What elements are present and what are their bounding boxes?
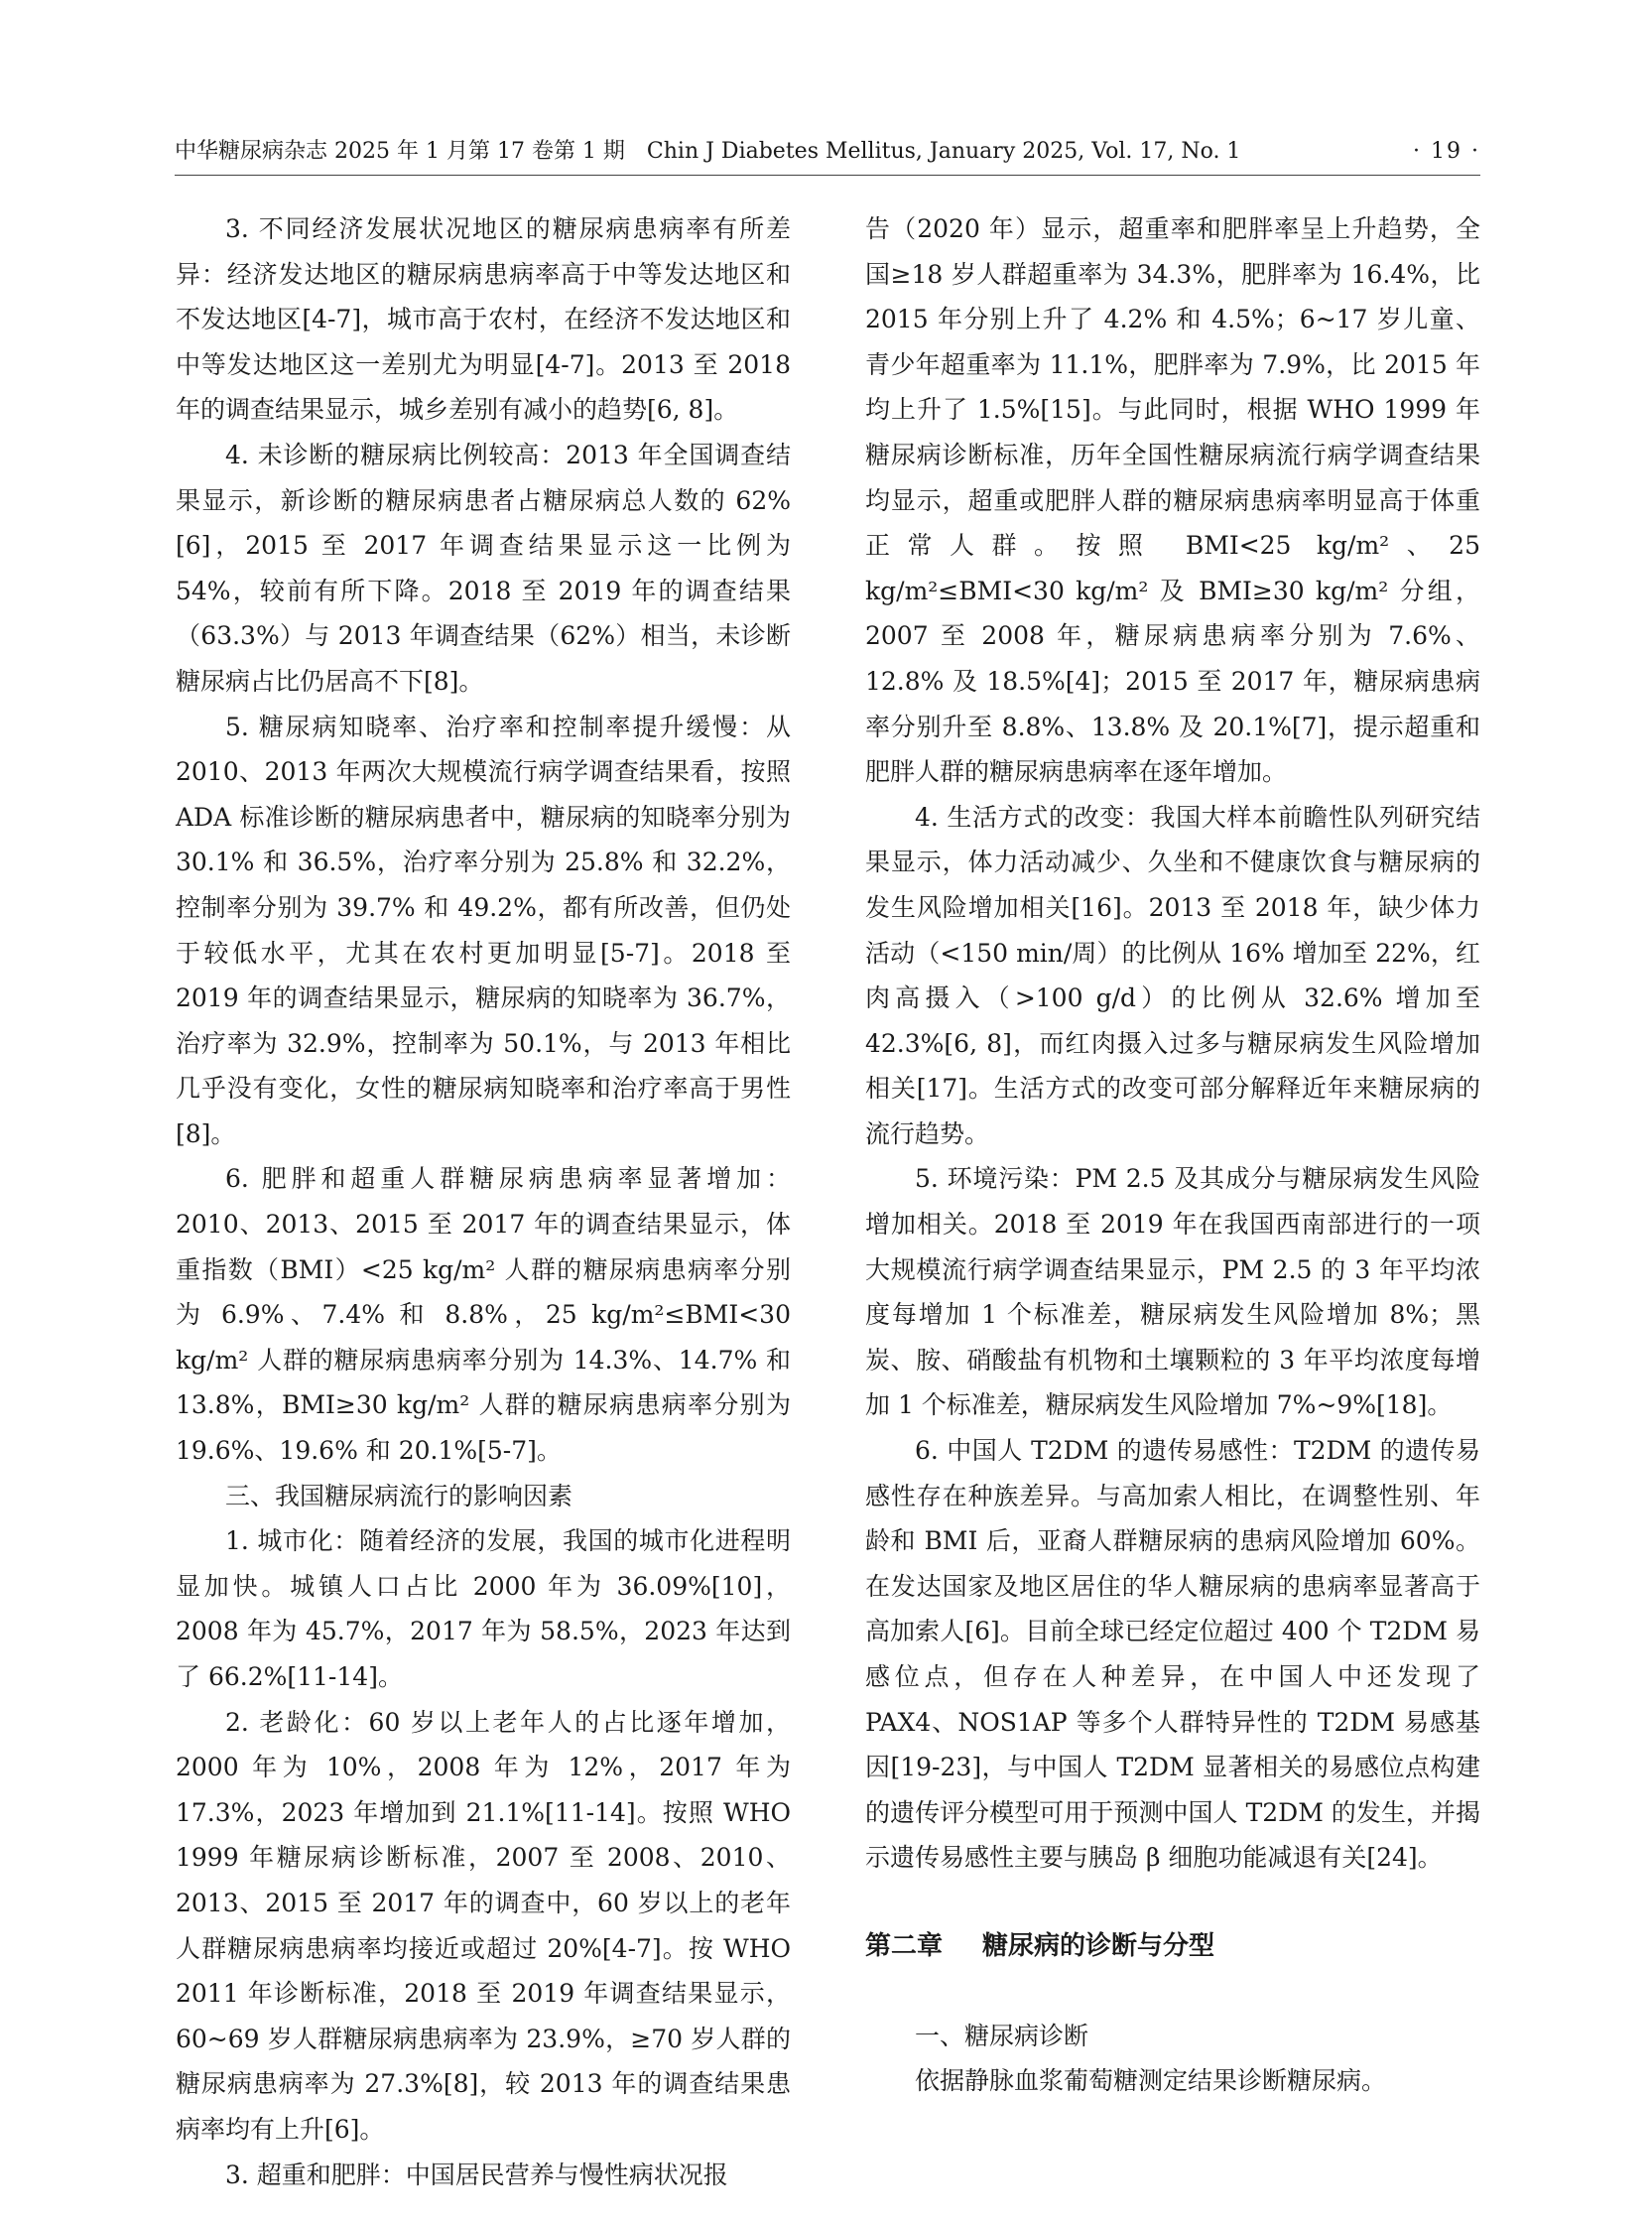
section-heading: 一、糖尿病诊断 [915,2021,1089,2050]
paragraph: 3. 不同经济发展状况地区的糖尿病患病率有所差异：经济发达地区的糖尿病患病率高于中等发达地区和不发达地区[4-7]，城市高于农村，在经济不发达地区和中等发达地区这一差别尤为明显[4-7]。2013 至 2018 年的调查结果显示，城乡差别有减小的趋势[6, 8]。 [176,214,791,425]
page-number: · 19 · [1413,139,1480,164]
journal-citation: 中华糖尿病杂志 2025 年 1 月第 17 卷第 1 期 Chin J Diabetes Mellitus, January 2025, Vol. 17, No. 1 [175,139,1241,164]
section-heading: 三、我国糖尿病流行的影响因素 [225,1481,573,1510]
chapter-number: 第二章 [865,1930,944,1961]
paragraph: 5. 糖尿病知晓率、治疗率和控制率提升缓慢：从 2010、2013 年两次大规模流行病学调查结果看，按照 ADA 标准诊断的糖尿病患者中，糖尿病的知晓率分别为 30.1% 和 36.5%，治疗率分别为 25.8% 和 32.2%，控制率分别为 39.7% 和 49.2%，都有所改善，但仍处于较低水平，尤其在农村更加明显[5-7]。2018 至 2019 年的调查结果显示，糖尿病的知晓率为 36.7%，治疗率为 32.9%，控制率为 50.1%，与 2013 年相比几乎没有变化，女性的糖尿病知晓率和治疗率高于男性[8]。 [176,712,791,1148]
paragraph-continued: 告（2020 年）显示，超重率和肥胖率呈上升趋势，全国≥18 岁人群超重率为 34.3%，肥胖率为 16.4%，比 2015 年分别上升了 4.2% 和 4.5%；6~17 岁儿童、青少年超重率为 11.1%，肥胖率为 7.9%，比 2015 年均上升了 1.5%[15]。与此同时，根据 WHO 1999 年糖尿病诊断标准，历年全国性糖尿病流行病学调查结果均显示，超重或肥胖人群的糖尿病患病率明显高于体重正常人群。按照 BMI<25 kg/m²、25 kg/m²≤BMI<30 kg/m² 及 BMI≥30 kg/m² 分组，2007 至 2008 年，糖尿病患病率分别为 7.6%、12.8% 及 18.5%[4]；2015 至 2017 年，糖尿病患病率分别升至 8.8%、13.8% 及 20.1%[7]，提示超重和肥胖人群的糖尿病患病率在逐年增加。 [865,214,1480,787]
paragraph: 3. 超重和肥胖：中国居民营养与慢性病状况报 [225,2160,728,2189]
paragraph: 5. 环境污染：PM 2.5 及其成分与糖尿病发生风险增加相关。2018 至 2019 年在我国西南部进行的一项大规模流行病学调查结果显示，PM 2.5 的 3 年平均浓度每增加 1 个标准差，糖尿病发生风险增加 8%；黑炭、胺、硝酸盐有机物和土壤颗粒的 3 年平均浓度每增加 1 个标准差，糖尿病发生风险增加 7%~9%[18]。 [865,1164,1480,1420]
paragraph: 1. 城市化：随着经济的发展，我国的城市化进程明显加快。城镇人口占比 2000 年为 36.09%[10]，2008 年为 45.7%，2017 年为 58.5%，2023 年达到了 66.2%[11-14]。 [176,1526,791,1691]
chapter-name: 糖尿病的诊断与分型 [982,1930,1215,1961]
paragraph: 2. 老龄化：60 岁以上老年人的占比逐年增加，2000 年为 10%，2008 年为 12%，2017 年为 17.3%，2023 年增加到 21.1%[11-14]。按照 WHO 1999 年糖尿病诊断标准，2007 至 2008、2010、2013、2015 至 2017 年的调查中，60 岁以上的老年人群糖尿病患病率均接近或超过 20%[4-7]。按 WHO 2011 年诊断标准，2018 至 2019 年调查结果显示，60~69 岁人群糖尿病患病率为 23.9%，≥70 岁人群的糖尿病患病率为 27.3%[8]，较 2013 年的调查结果患病率均有上升[6]。 [176,1707,791,2144]
chapter-title [865,1924,1480,1970]
paragraph: 6. 肥胖和超重人群糖尿病患病率显著增加：2010、2013、2015 至 2017 年的调查结果显示，体重指数（BMI）<25 kg/m² 人群的糖尿病患病率分别为 6.9%、7.4% 和 8.8%，25 kg/m²≤BMI<30 kg/m² 人群的糖尿病患病率分别为 14.3%、14.7% 和 13.8%，BMI≥30 kg/m² 人群的糖尿病患病率分别为 19.6%、19.6% 和 20.1%[5-7]。 [176,1164,791,1466]
right-column [865,206,1480,2104]
paragraph: 6. 中国人 T2DM 的遗传易感性：T2DM 的遗传易感性存在种族差异。与高加索人相比，在调整性别、年龄和 BMI 后，亚裔人群糖尿病的患病风险增加 60%。在发达国家及地区居住的华人糖尿病的患病率显著高于高加索人[6]。目前全球已经定位超过 400 个 T2DM 易感位点，但存在人种差异，在中国人中还发现了 PAX4、NOS1AP 等多个人群特异性的 T2DM 易感基因[19-23]，与中国人 T2DM 显著相关的易感位点构建的遗传评分模型可用于预测中国人 T2DM 的发生，并揭示遗传易感性主要与胰岛 β 细胞功能减退有关[24]。 [865,1436,1480,1873]
paragraph: 4. 未诊断的糖尿病比例较高：2013 年全国调查结果显示，新诊断的糖尿病患者占糖尿病总人数的 62%[6]，2015 至 2017 年调查结果显示这一比例为 54%，较前有所下降。2018 至 2019 年的调查结果（63.3%）与 2013 年调查结果（62%）相当，未诊断糖尿病占比仍居高不下[8]。 [176,440,791,696]
running-header [175,132,1480,172]
left-column [176,206,791,2197]
header-rule [175,175,1480,176]
paragraph: 4. 生活方式的改变：我国大样本前瞻性队列研究结果显示，体力活动减少、久坐和不健康饮食与糖尿病的发生风险增加相关[16]。2013 至 2018 年，缺少体力活动（<150 min/周）的比例从 16% 增加至 22%，红肉高摄入（>100 g/d）的比例从 32.6% 增加至 42.3%[6, 8]，而红肉摄入过多与糖尿病发生风险增加相关[17]。生活方式的改变可部分解释近年来糖尿病的流行趋势。 [865,802,1480,1148]
paragraph: 依据静脉血浆葡萄糖测定结果诊断糖尿病。 [915,2066,1387,2096]
